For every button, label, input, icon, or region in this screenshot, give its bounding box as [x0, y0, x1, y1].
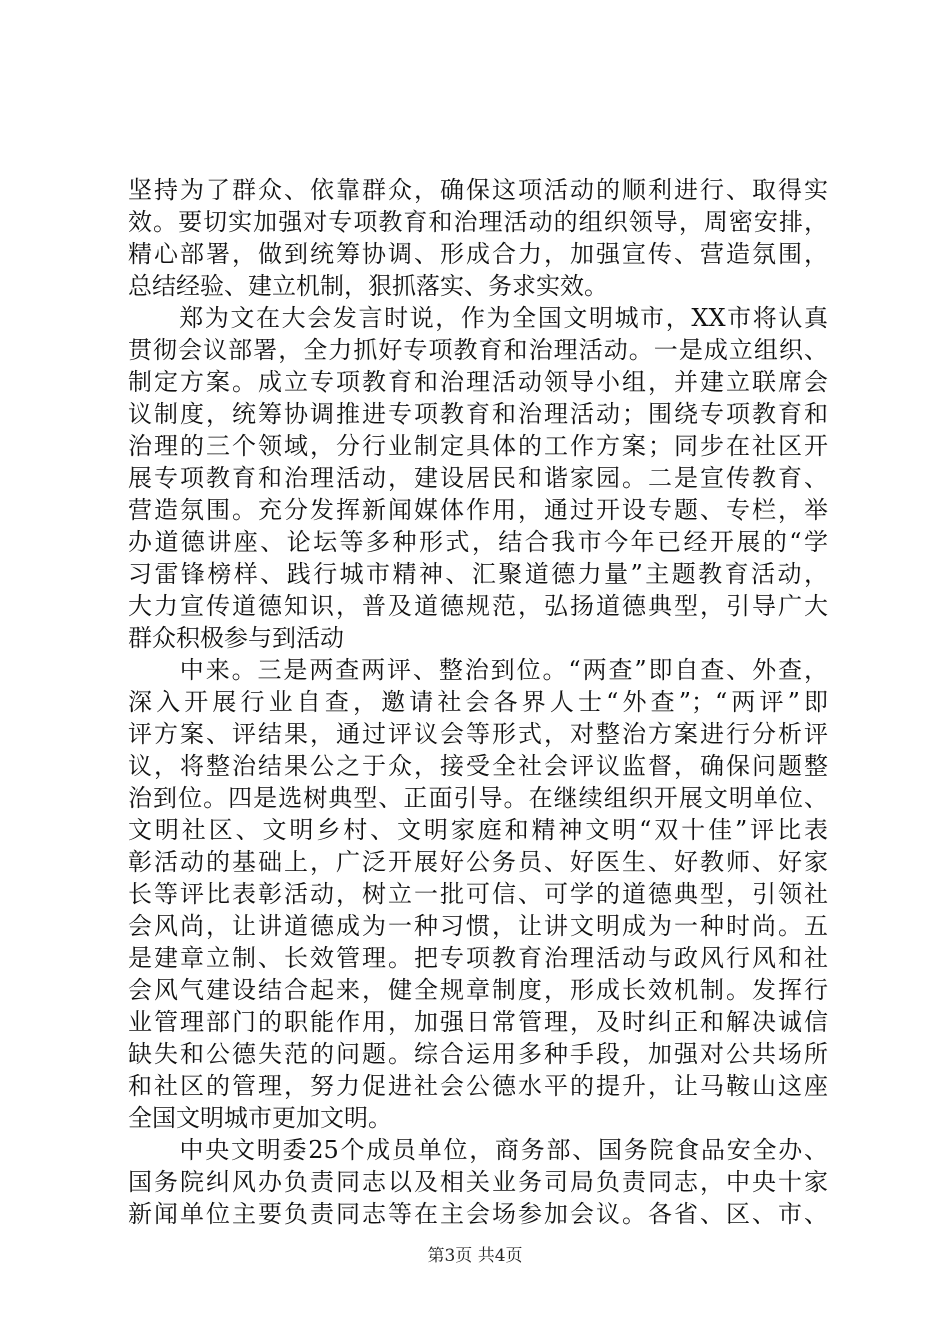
text-line: 议制度，统筹协调推进专项教育和治理活动；围绕专项教育和: [128, 400, 828, 428]
text-line: 展专项教育和治理活动，建设居民和谐家园。二是宣传教育、: [128, 464, 828, 492]
text-line: 深入开展行业自查，邀请社会各界人士“外查”；“两评”即: [128, 688, 828, 716]
text-line: 中央文明委25个成员单位，商务部、国务院食品安全办、: [128, 1136, 828, 1164]
text-line: 彰活动的基础上，广泛开展好公务员、好医生、好教师、好家: [128, 848, 828, 876]
text-line: 文明社区、文明乡村、文明家庭和精神文明“双十佳”评比表: [128, 816, 828, 844]
text-line: 是建章立制、长效管理。把专项教育治理活动与政风行风和社: [128, 944, 828, 972]
text-line: 贯彻会议部署，全力抓好专项教育和治理活动。一是成立组织、: [128, 336, 828, 364]
text-line: 总结经验、建立机制，狠抓落实、务求实效。: [128, 272, 608, 300]
text-line: 精心部署，做到统筹协调、形成合力，加强宣传、营造氛围，: [128, 240, 828, 268]
text-line: 长等评比表彰活动，树立一批可信、可学的道德典型，引领社: [128, 880, 828, 908]
text-line: 大力宣传道德知识，普及道德规范，弘扬道德典型，引导广大: [128, 592, 828, 620]
text-line: 国务院纠风办负责同志以及相关业务司局负责同志，中央十家: [128, 1168, 828, 1196]
text-line: 中来。三是两查两评、整治到位。“两查”即自查、外查，: [128, 656, 828, 684]
text-line: 坚持为了群众、依靠群众，确保这项活动的顺利进行、取得实: [128, 176, 828, 204]
text-line: 新闻单位主要负责同志等在主会场参加会议。各省、区、市、: [128, 1200, 828, 1228]
text-line: 营造氛围。充分发挥新闻媒体作用，通过开设专题、专栏，举: [128, 496, 828, 524]
text-line: 评方案、评结果，通过评议会等形式，对整治方案进行分析评: [128, 720, 828, 748]
text-line: 效。要切实加强对专项教育和治理活动的组织领导，周密安排，: [128, 208, 828, 236]
text-line: 办道德讲座、论坛等多种形式，结合我市今年已经开展的“学: [128, 528, 828, 556]
body-text: [128, 174, 828, 1230]
text-line: 全国文明城市更加文明。: [128, 1104, 392, 1132]
text-line: 和社区的管理，努力促进社会公德水平的提升，让马鞍山这座: [128, 1072, 828, 1100]
text-line: 群众积极参与到活动: [128, 624, 344, 652]
text-line: 会风气建设结合起来，健全规章制度，形成长效机制。发挥行: [128, 976, 828, 1004]
text-line: 习雷锋榜样、践行城市精神、汇聚道德力量”主题教育活动，: [128, 560, 828, 588]
text-line: 治到位。四是选树典型、正面引导。在继续组织开展文明单位、: [128, 784, 828, 812]
page-footer: 第3页 共4页: [427, 1246, 523, 1266]
text-line: 议，将整治结果公之于众，接受全社会评议监督，确保问题整: [128, 752, 828, 780]
text-line: 制定方案。成立专项教育和治理活动领导小组，并建立联席会: [128, 368, 828, 396]
text-line: 治理的三个领域，分行业制定具体的工作方案；同步在社区开: [128, 432, 828, 460]
text-line: 郑为文在大会发言时说，作为全国文明城市，XX市将认真: [128, 304, 828, 332]
text-line: 缺失和公德失范的问题。综合运用多种手段，加强对公共场所: [128, 1040, 828, 1068]
text-line: 业管理部门的职能作用，加强日常管理，及时纠正和解决诚信: [128, 1008, 828, 1036]
text-line: 会风尚，让讲道德成为一种习惯，让讲文明成为一种时尚。五: [128, 912, 828, 940]
